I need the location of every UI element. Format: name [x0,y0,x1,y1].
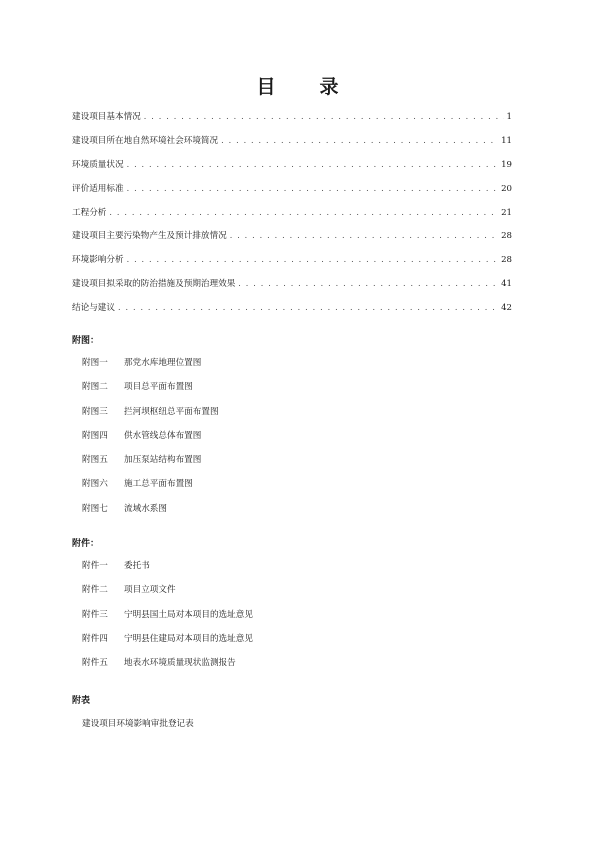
table-item: 建设项目环境影响审批登记表 [82,719,194,729]
toc-leader-dots [230,230,498,242]
toc-leader-dots [109,207,498,219]
figure-item [82,454,219,478]
toc-entry-page: 1 [506,112,512,122]
toc-entry-page: 41 [501,279,512,290]
attachment-item [82,633,253,657]
figure-number: 附图四 [82,430,108,441]
attachment-name: 宁明县国土局对本项目的选址意见 [124,609,253,620]
tables-heading: 附表 [72,696,91,706]
attachment-number: 附件三 [82,609,108,620]
toc-leader-dots [144,111,504,123]
toc-entry-label: 建设项目拟采取的防治措施及预期治理效果 [72,279,236,290]
toc-entry-label: 环境质量状况 [72,159,124,170]
toc-entry-page: 19 [501,159,512,170]
toc-leader-dots [127,254,498,266]
figure-name: 那党水库地理位置图 [124,358,202,368]
attachment-name: 地表水环境质量现状监测报告 [124,658,236,669]
toc-entry-page: 20 [501,183,512,194]
toc-entry[interactable] [72,230,512,254]
toc-entry[interactable] [72,183,512,207]
toc-leader-dots [221,135,498,147]
attachment-item [82,560,253,584]
toc-entry[interactable] [72,159,512,183]
figure-name: 加压泵站结构布置图 [124,455,202,466]
toc-entry-label: 结论与建议 [72,303,115,314]
figure-name: 拦河坝枢纽总平面布置图 [124,406,219,417]
figure-number: 附图一 [82,358,108,368]
attachments-list [82,560,253,681]
toc-entry[interactable] [72,254,512,278]
figure-name: 流域水系图 [124,503,167,514]
attachment-name: 项目立项文件 [124,585,176,596]
figure-number: 附图三 [82,406,108,417]
toc-leader-dots [127,183,498,195]
figure-item [82,381,219,405]
toc-entry[interactable] [72,207,512,231]
figure-number: 附图五 [82,455,108,466]
figures-heading: 附图： [72,336,100,346]
toc-entry[interactable] [72,302,512,326]
title-char-2: 录 [319,76,339,98]
page-title [0,72,595,99]
toc-entry-page: 42 [501,303,512,314]
toc-entry[interactable] [72,111,512,135]
toc-leader-dots [118,302,498,314]
attachment-item [82,657,253,681]
attachments-heading: 附件： [72,539,100,549]
toc-leader-dots [127,159,498,171]
toc-entry-label: 建设项目所在地自然环境社会环境简况 [72,135,219,146]
figure-number: 附图二 [82,382,108,393]
table-of-contents [72,111,512,326]
figure-item [82,406,219,430]
attachment-number: 附件四 [82,633,108,644]
toc-entry-page: 21 [501,207,512,218]
attachment-name: 宁明县住建局对本项目的选址意见 [124,633,253,644]
toc-entry-label: 工程分析 [72,207,107,218]
attachment-name: 委托书 [124,561,150,571]
toc-leader-dots [238,278,498,290]
toc-entry-label: 建设项目主要污染物产生及预计排放情况 [72,231,227,242]
toc-entry-page: 28 [501,255,512,266]
attachment-number: 附件五 [82,658,108,669]
figure-number: 附图六 [82,479,108,490]
figure-item [82,357,219,381]
title-char-1: 目 [256,76,276,98]
attachment-item [82,609,253,633]
toc-entry-page: 28 [501,231,512,242]
attachment-item [82,584,253,608]
figure-item [82,503,219,527]
toc-entry-label: 建设项目基本情况 [72,112,141,122]
figure-name: 施工总平面布置图 [124,479,193,490]
toc-entry[interactable] [72,278,512,302]
toc-entry-label: 评价适用标准 [72,183,124,194]
figure-item [82,478,219,502]
figure-name: 供水管线总体布置图 [124,430,202,441]
figure-name: 项目总平面布置图 [124,382,193,393]
attachment-number: 附件一 [82,561,108,571]
figure-item [82,430,219,454]
figure-number: 附图七 [82,503,108,514]
toc-entry-page: 11 [501,135,512,146]
attachment-number: 附件二 [82,585,108,596]
toc-entry-label: 环境影响分析 [72,255,124,266]
toc-entry[interactable] [72,135,512,159]
figures-list [82,357,219,527]
